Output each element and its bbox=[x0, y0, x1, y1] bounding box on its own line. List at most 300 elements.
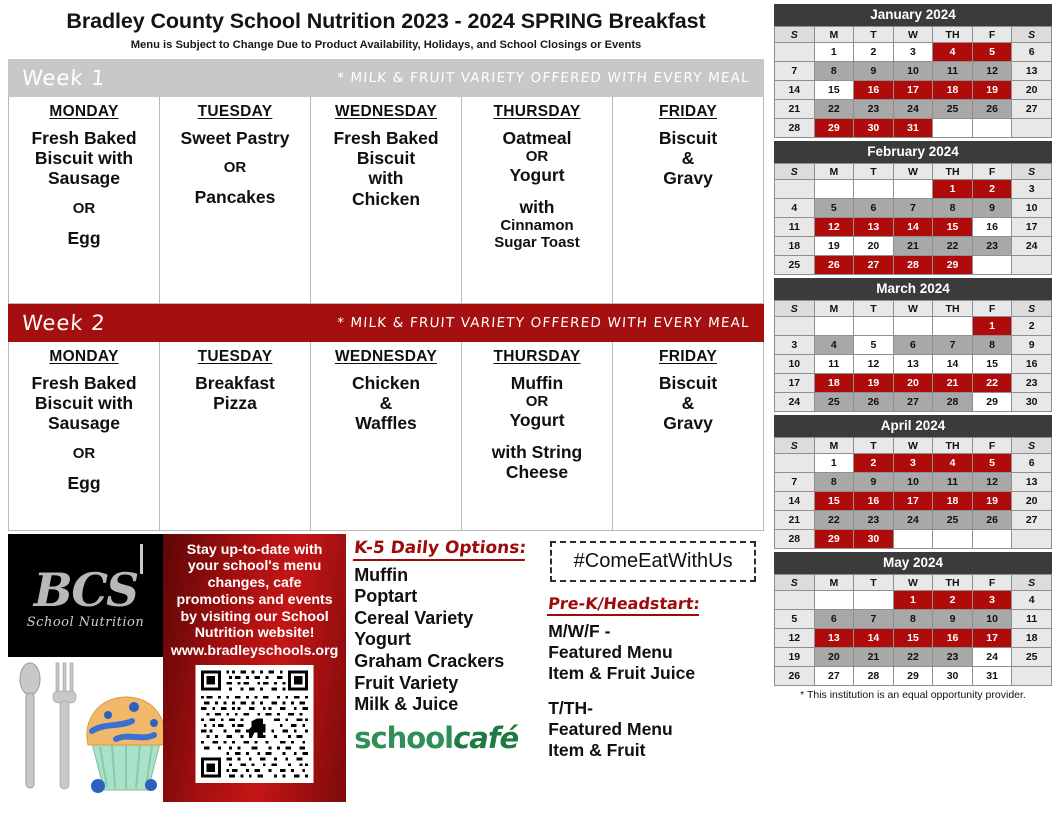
calendar-day: 4 bbox=[1012, 591, 1052, 610]
weekday-label-s: S bbox=[1012, 27, 1052, 43]
menu-cell-tuesday bbox=[160, 97, 311, 304]
meal-line: Fresh Baked bbox=[31, 127, 137, 148]
calendar-day: 6 bbox=[1012, 454, 1052, 473]
weekday-label-s: S bbox=[1012, 164, 1052, 180]
calendar-day: 17 bbox=[972, 629, 1012, 648]
calendar-day: 8 bbox=[972, 336, 1012, 355]
prek-group-line: Featured Menu bbox=[548, 718, 673, 739]
calendar-week-row bbox=[775, 648, 1052, 667]
calendar-day: 14 bbox=[893, 218, 933, 237]
promo-line: Stay up-to-date with bbox=[186, 541, 323, 558]
calendar-title: February 2024 bbox=[774, 141, 1052, 163]
calendar-day: 17 bbox=[893, 81, 933, 100]
week-2-note: * MILK & FRUIT VARIETY OFFERED WITH EVERY MEAL bbox=[336, 314, 751, 331]
meal-alt: OR bbox=[223, 158, 247, 176]
calendar-week-row bbox=[775, 256, 1052, 275]
calendar-title: April 2024 bbox=[774, 415, 1052, 437]
calendar-march bbox=[774, 278, 1052, 412]
calendar-day: 28 bbox=[933, 393, 973, 412]
schoolcafe-logo bbox=[354, 720, 540, 755]
list-item: Milk & Juice bbox=[354, 694, 459, 715]
meal-alt: OR bbox=[525, 147, 549, 165]
calendar-day: 9 bbox=[933, 610, 973, 629]
calendar-day: 24 bbox=[775, 393, 815, 412]
meal-extra: Cheese bbox=[505, 461, 569, 482]
weekday-label-m: M bbox=[814, 27, 854, 43]
calendar-week-row bbox=[775, 629, 1052, 648]
calendar-day: 21 bbox=[933, 374, 973, 393]
day-header-tuesday: TUESDAY bbox=[197, 102, 273, 120]
calendar-day-empty bbox=[814, 591, 854, 610]
prek-column bbox=[544, 534, 764, 802]
calendar-weekday-header bbox=[775, 438, 1052, 454]
table-row bbox=[9, 97, 764, 304]
calendar-day: 5 bbox=[775, 610, 815, 629]
calendar-day: 21 bbox=[854, 648, 894, 667]
calendar-day-empty bbox=[854, 591, 894, 610]
calendar-day: 20 bbox=[893, 374, 933, 393]
calendar-day: 23 bbox=[1012, 374, 1052, 393]
weekday-label-w: W bbox=[893, 575, 933, 591]
calendar-day: 16 bbox=[854, 492, 894, 511]
calendar-day: 26 bbox=[814, 256, 854, 275]
weekday-label-m: M bbox=[814, 575, 854, 591]
day-header-friday: FRIDAY bbox=[658, 347, 718, 365]
website-promo-box bbox=[163, 534, 346, 802]
calendar-day-empty bbox=[972, 256, 1012, 275]
calendar-week-row bbox=[775, 218, 1052, 237]
calendar-day: 10 bbox=[1012, 199, 1052, 218]
calendar-day: 28 bbox=[775, 530, 815, 549]
prek-group-line: Featured Menu bbox=[548, 641, 673, 662]
prek-group-line: Item & Fruit bbox=[548, 739, 646, 760]
calendar-week-row bbox=[775, 374, 1052, 393]
calendar-day: 11 bbox=[814, 355, 854, 374]
calendar-day: 3 bbox=[972, 591, 1012, 610]
week-2-band bbox=[8, 304, 764, 342]
calendar-day: 1 bbox=[933, 180, 973, 199]
meal-line: Egg bbox=[67, 227, 101, 248]
meal-line: Biscuit bbox=[658, 372, 718, 393]
meal-alt: OR bbox=[72, 199, 96, 217]
calendar-day: 2 bbox=[933, 591, 973, 610]
calendar-weekday-header bbox=[775, 27, 1052, 43]
qr-code[interactable] bbox=[169, 665, 340, 783]
calendar-day: 22 bbox=[972, 374, 1012, 393]
weekday-label-s: S bbox=[775, 27, 815, 43]
calendar-day-empty bbox=[1012, 119, 1052, 138]
meal-line: Pancakes bbox=[194, 187, 276, 208]
weekday-label-s: S bbox=[775, 301, 815, 317]
calendar-day: 13 bbox=[1012, 62, 1052, 81]
calendar-day: 28 bbox=[775, 119, 815, 138]
meal-line: Biscuit with bbox=[34, 147, 134, 168]
calendar-day: 4 bbox=[814, 336, 854, 355]
calendar-day: 21 bbox=[775, 100, 815, 119]
weekday-label-t: T bbox=[854, 575, 894, 591]
calendar-day: 17 bbox=[775, 374, 815, 393]
meal-line: Chicken bbox=[351, 372, 421, 393]
calendar-day-empty bbox=[933, 530, 973, 549]
calendar-column bbox=[772, 0, 1056, 816]
calendar-day: 7 bbox=[854, 610, 894, 629]
list-item: Poptart bbox=[354, 586, 418, 607]
calendar-day: 31 bbox=[893, 119, 933, 138]
calendar-day: 18 bbox=[933, 492, 973, 511]
meal-line: Waffles bbox=[355, 413, 417, 434]
weekday-label-m: M bbox=[814, 164, 854, 180]
calendar-day: 12 bbox=[972, 473, 1012, 492]
calendar-day: 27 bbox=[814, 667, 854, 686]
calendar-day: 15 bbox=[814, 492, 854, 511]
calendar-day: 16 bbox=[933, 629, 973, 648]
calendar-week-row bbox=[775, 355, 1052, 374]
day-header-monday: MONDAY bbox=[49, 347, 119, 365]
week-1-menu-table bbox=[8, 97, 764, 304]
calendar-day: 4 bbox=[775, 199, 815, 218]
calendar-day: 25 bbox=[1012, 648, 1052, 667]
calendar-title: May 2024 bbox=[774, 552, 1052, 574]
calendar-day: 4 bbox=[933, 43, 973, 62]
calendar-may bbox=[774, 552, 1052, 686]
calendar-day-empty bbox=[1012, 667, 1052, 686]
calendar-week-row bbox=[775, 100, 1052, 119]
meal-line: Yogurt bbox=[509, 410, 565, 431]
calendar-day: 19 bbox=[854, 374, 894, 393]
week-1-note: * MILK & FRUIT VARIETY OFFERED WITH EVERY MEAL bbox=[336, 69, 751, 86]
prek-group-key: M/W/F - bbox=[548, 620, 611, 641]
calendar-day: 29 bbox=[933, 256, 973, 275]
calendar-day: 2 bbox=[854, 43, 894, 62]
calendar-week-row bbox=[775, 237, 1052, 256]
calendar-day: 8 bbox=[893, 610, 933, 629]
calendar-february bbox=[774, 141, 1052, 275]
calendar-day: 20 bbox=[1012, 81, 1052, 100]
weekday-label-s: S bbox=[775, 575, 815, 591]
calendar-day: 27 bbox=[1012, 511, 1052, 530]
calendar-day: 30 bbox=[1012, 393, 1052, 412]
meal-alt: OR bbox=[525, 392, 549, 410]
calendar-week-row bbox=[775, 530, 1052, 549]
qr-code-icon bbox=[192, 665, 317, 783]
calendar-week-row bbox=[775, 43, 1052, 62]
calendar-day: 1 bbox=[893, 591, 933, 610]
list-item: Graham Crackers bbox=[354, 651, 505, 672]
meal-line: Yogurt bbox=[509, 165, 565, 186]
daily-options-title: K-5 Daily Options: bbox=[353, 538, 527, 561]
calendar-week-row bbox=[775, 199, 1052, 218]
promo-line: promotions and events bbox=[176, 591, 333, 608]
schoolcafe-logo-cafe: café bbox=[453, 720, 519, 755]
meal-line: Muffin bbox=[510, 372, 564, 393]
calendar-day: 7 bbox=[775, 62, 815, 81]
calendar-day: 1 bbox=[972, 317, 1012, 336]
calendar-day: 22 bbox=[814, 100, 854, 119]
calendar-day: 19 bbox=[814, 237, 854, 256]
calendar-week-row bbox=[775, 81, 1052, 100]
calendar-day: 14 bbox=[854, 629, 894, 648]
calendar-day-empty bbox=[1012, 530, 1052, 549]
calendar-day: 24 bbox=[893, 100, 933, 119]
meal-line: Oatmeal bbox=[502, 127, 572, 148]
calendar-day: 23 bbox=[854, 100, 894, 119]
utensils-muffin-illustration bbox=[8, 657, 163, 802]
calendar-day-empty bbox=[775, 180, 815, 199]
calendar-day: 24 bbox=[1012, 237, 1052, 256]
calendar-day: 13 bbox=[814, 629, 854, 648]
calendar-day-empty bbox=[775, 43, 815, 62]
calendar-day: 17 bbox=[893, 492, 933, 511]
equal-opportunity-footnote: * This institution is an equal opportunity provider. bbox=[800, 689, 1026, 701]
calendar-day: 22 bbox=[814, 511, 854, 530]
calendar-day: 31 bbox=[972, 667, 1012, 686]
muffin-icon bbox=[8, 657, 163, 797]
page-subtitle: Menu is Subject to Change Due to Product Availability, Holidays, and School Closings or Events bbox=[130, 38, 642, 51]
weekday-label-f: F bbox=[972, 164, 1012, 180]
calendar-day: 16 bbox=[854, 81, 894, 100]
calendar-day: 22 bbox=[893, 648, 933, 667]
calendar-weekday-header bbox=[775, 164, 1052, 180]
calendar-weekday-header bbox=[775, 575, 1052, 591]
promo-url[interactable]: www.bradleyschools.org bbox=[170, 643, 339, 660]
calendar-day: 7 bbox=[893, 199, 933, 218]
promo-line: your school's menu bbox=[187, 558, 322, 575]
calendar-week-row bbox=[775, 473, 1052, 492]
calendar-day: 3 bbox=[893, 43, 933, 62]
calendar-day: 12 bbox=[775, 629, 815, 648]
calendar-day: 11 bbox=[933, 473, 973, 492]
footer-panels bbox=[8, 534, 764, 802]
calendar-day-empty bbox=[814, 317, 854, 336]
prek-group-line: Item & Fruit Juice bbox=[548, 662, 696, 683]
calendar-day: 19 bbox=[972, 81, 1012, 100]
calendar-day-empty bbox=[933, 119, 973, 138]
calendar-day: 13 bbox=[1012, 473, 1052, 492]
weekday-label-th: TH bbox=[933, 438, 973, 454]
fork-icon bbox=[140, 544, 143, 574]
calendar-day: 12 bbox=[854, 355, 894, 374]
calendar-day: 6 bbox=[1012, 43, 1052, 62]
calendar-day: 20 bbox=[854, 237, 894, 256]
calendar-day: 29 bbox=[972, 393, 1012, 412]
calendar-day: 16 bbox=[972, 218, 1012, 237]
menu-cell-monday bbox=[9, 97, 160, 304]
calendar-day: 18 bbox=[933, 81, 973, 100]
calendar-week-row bbox=[775, 610, 1052, 629]
calendar-day-empty bbox=[854, 317, 894, 336]
calendar-day: 24 bbox=[972, 648, 1012, 667]
calendar-week-row bbox=[775, 393, 1052, 412]
meal-line: & bbox=[681, 392, 695, 413]
calendar-day-empty bbox=[775, 317, 815, 336]
calendar-day: 12 bbox=[972, 62, 1012, 81]
calendar-day: 8 bbox=[814, 473, 854, 492]
prek-title: Pre-K/Headstart: bbox=[547, 594, 701, 616]
meal-line: Biscuit bbox=[658, 127, 718, 148]
calendar-day: 21 bbox=[775, 511, 815, 530]
calendar-day: 15 bbox=[814, 81, 854, 100]
day-header-monday: MONDAY bbox=[49, 102, 119, 120]
meal-line: Chicken bbox=[351, 188, 421, 209]
day-header-wednesday: WEDNESDAY bbox=[334, 102, 438, 120]
week-1-label: Week 1 bbox=[21, 65, 107, 90]
calendar-day: 19 bbox=[775, 648, 815, 667]
calendar-day-empty bbox=[893, 317, 933, 336]
calendar-day: 26 bbox=[972, 511, 1012, 530]
meal-line: Biscuit bbox=[356, 147, 416, 168]
calendar-day-empty bbox=[972, 119, 1012, 138]
meal-line: Sausage bbox=[48, 413, 120, 434]
calendar-day: 14 bbox=[933, 355, 973, 374]
calendar-april bbox=[774, 415, 1052, 549]
branding-column bbox=[8, 534, 163, 802]
list-item: Yogurt bbox=[354, 629, 411, 650]
daily-options-column bbox=[346, 534, 544, 802]
meal-line: Fresh Baked bbox=[31, 372, 137, 393]
list-item: Fruit Variety bbox=[354, 672, 459, 693]
menu-cell-thursday bbox=[462, 342, 613, 531]
meal-line: Gravy bbox=[663, 168, 713, 189]
calendar-day: 27 bbox=[1012, 100, 1052, 119]
promo-line: Nutrition website! bbox=[194, 625, 315, 642]
calendar-day: 26 bbox=[854, 393, 894, 412]
calendar-day: 7 bbox=[775, 473, 815, 492]
week-2-menu-table bbox=[8, 342, 764, 531]
calendar-day: 25 bbox=[933, 511, 973, 530]
calendar-day: 23 bbox=[933, 648, 973, 667]
meal-line: Gravy bbox=[663, 413, 713, 434]
day-header-tuesday: TUESDAY bbox=[197, 347, 273, 365]
calendar-day: 26 bbox=[775, 667, 815, 686]
calendar-day: 15 bbox=[972, 355, 1012, 374]
menu-cell-tuesday bbox=[160, 342, 311, 531]
calendar-day: 3 bbox=[775, 336, 815, 355]
calendar-day: 18 bbox=[1012, 629, 1052, 648]
calendar-day: 14 bbox=[775, 492, 815, 511]
calendar-day: 2 bbox=[854, 454, 894, 473]
promo-line: by visiting our School bbox=[180, 608, 329, 625]
calendar-weekday-header bbox=[775, 301, 1052, 317]
calendar-day: 8 bbox=[933, 199, 973, 218]
calendar-day: 30 bbox=[854, 530, 894, 549]
calendar-day-empty bbox=[775, 591, 815, 610]
calendar-day: 14 bbox=[775, 81, 815, 100]
calendar-week-row bbox=[775, 336, 1052, 355]
menu-cell-friday bbox=[613, 97, 764, 304]
calendar-day: 7 bbox=[933, 336, 973, 355]
weekday-label-f: F bbox=[972, 301, 1012, 317]
calendar-day: 15 bbox=[933, 218, 973, 237]
weekday-label-t: T bbox=[854, 438, 894, 454]
calendar-day: 6 bbox=[893, 336, 933, 355]
meal-line: & bbox=[681, 147, 695, 168]
calendar-day: 26 bbox=[972, 100, 1012, 119]
calendar-week-row bbox=[775, 454, 1052, 473]
day-header-wednesday: WEDNESDAY bbox=[334, 347, 438, 365]
weekday-label-m: M bbox=[814, 301, 854, 317]
meal-line: & bbox=[379, 392, 393, 413]
weekday-label-th: TH bbox=[933, 575, 973, 591]
day-header-thursday: THURSDAY bbox=[493, 347, 581, 365]
menu-cell-wednesday bbox=[311, 342, 462, 531]
weekday-label-s: S bbox=[775, 438, 815, 454]
weekday-label-t: T bbox=[854, 301, 894, 317]
calendar-day: 25 bbox=[933, 100, 973, 119]
calendar-day: 8 bbox=[814, 62, 854, 81]
meal-line: Sweet Pastry bbox=[180, 127, 290, 148]
calendar-day: 4 bbox=[933, 454, 973, 473]
calendar-day: 2 bbox=[1012, 317, 1052, 336]
meal-line: Fresh Baked bbox=[333, 127, 439, 148]
calendar-day: 16 bbox=[1012, 355, 1052, 374]
calendar-title: January 2024 bbox=[774, 4, 1052, 26]
calendar-day-empty bbox=[775, 454, 815, 473]
meal-alt: OR bbox=[72, 444, 96, 462]
calendar-day: 29 bbox=[814, 119, 854, 138]
calendar-day: 10 bbox=[775, 355, 815, 374]
meal-extra-label: with String bbox=[491, 441, 583, 462]
calendar-day: 25 bbox=[775, 256, 815, 275]
weekday-label-th: TH bbox=[933, 27, 973, 43]
meal-line: Pizza bbox=[213, 392, 257, 413]
calendar-day: 9 bbox=[854, 62, 894, 81]
calendar-day: 10 bbox=[893, 473, 933, 492]
calendar-week-row bbox=[775, 180, 1052, 199]
calendar-day: 29 bbox=[893, 667, 933, 686]
calendar-day-empty bbox=[814, 180, 854, 199]
weekday-label-t: T bbox=[854, 164, 894, 180]
calendar-day: 11 bbox=[775, 218, 815, 237]
calendar-day: 11 bbox=[933, 62, 973, 81]
calendar-day: 18 bbox=[814, 374, 854, 393]
calendar-day: 11 bbox=[1012, 610, 1052, 629]
calendar-day: 27 bbox=[893, 393, 933, 412]
calendar-day-empty bbox=[1012, 256, 1052, 275]
calendar-day: 5 bbox=[972, 454, 1012, 473]
calendar-week-row bbox=[775, 591, 1052, 610]
promo-line: changes, cafe bbox=[207, 575, 302, 592]
weekday-label-th: TH bbox=[933, 164, 973, 180]
calendar-day: 6 bbox=[814, 610, 854, 629]
calendar-day: 22 bbox=[933, 237, 973, 256]
hashtag-badge: #ComeEatWithUs bbox=[550, 541, 756, 582]
calendar-day: 18 bbox=[775, 237, 815, 256]
bcs-monogram: BCS bbox=[33, 562, 138, 617]
calendar-day: 10 bbox=[893, 62, 933, 81]
week-1-band bbox=[8, 59, 764, 97]
meal-line: Breakfast bbox=[195, 372, 275, 393]
calendar-day: 5 bbox=[814, 199, 854, 218]
weekday-label-th: TH bbox=[933, 301, 973, 317]
calendar-day: 27 bbox=[854, 256, 894, 275]
list-item: Muffin bbox=[354, 564, 409, 585]
calendar-day: 29 bbox=[814, 530, 854, 549]
calendar-day: 28 bbox=[893, 256, 933, 275]
calendar-day: 21 bbox=[893, 237, 933, 256]
weekday-label-s: S bbox=[1012, 301, 1052, 317]
weekday-label-w: W bbox=[893, 164, 933, 180]
weekday-label-m: M bbox=[814, 438, 854, 454]
list-item: Cereal Variety bbox=[354, 607, 474, 628]
weekday-label-f: F bbox=[972, 438, 1012, 454]
calendar-day: 3 bbox=[893, 454, 933, 473]
menu-cell-wednesday bbox=[311, 97, 462, 304]
calendar-day: 6 bbox=[854, 199, 894, 218]
weekday-label-w: W bbox=[893, 438, 933, 454]
week-2-label: Week 2 bbox=[21, 310, 107, 335]
meal-line: Egg bbox=[67, 472, 101, 493]
calendar-day: 9 bbox=[854, 473, 894, 492]
